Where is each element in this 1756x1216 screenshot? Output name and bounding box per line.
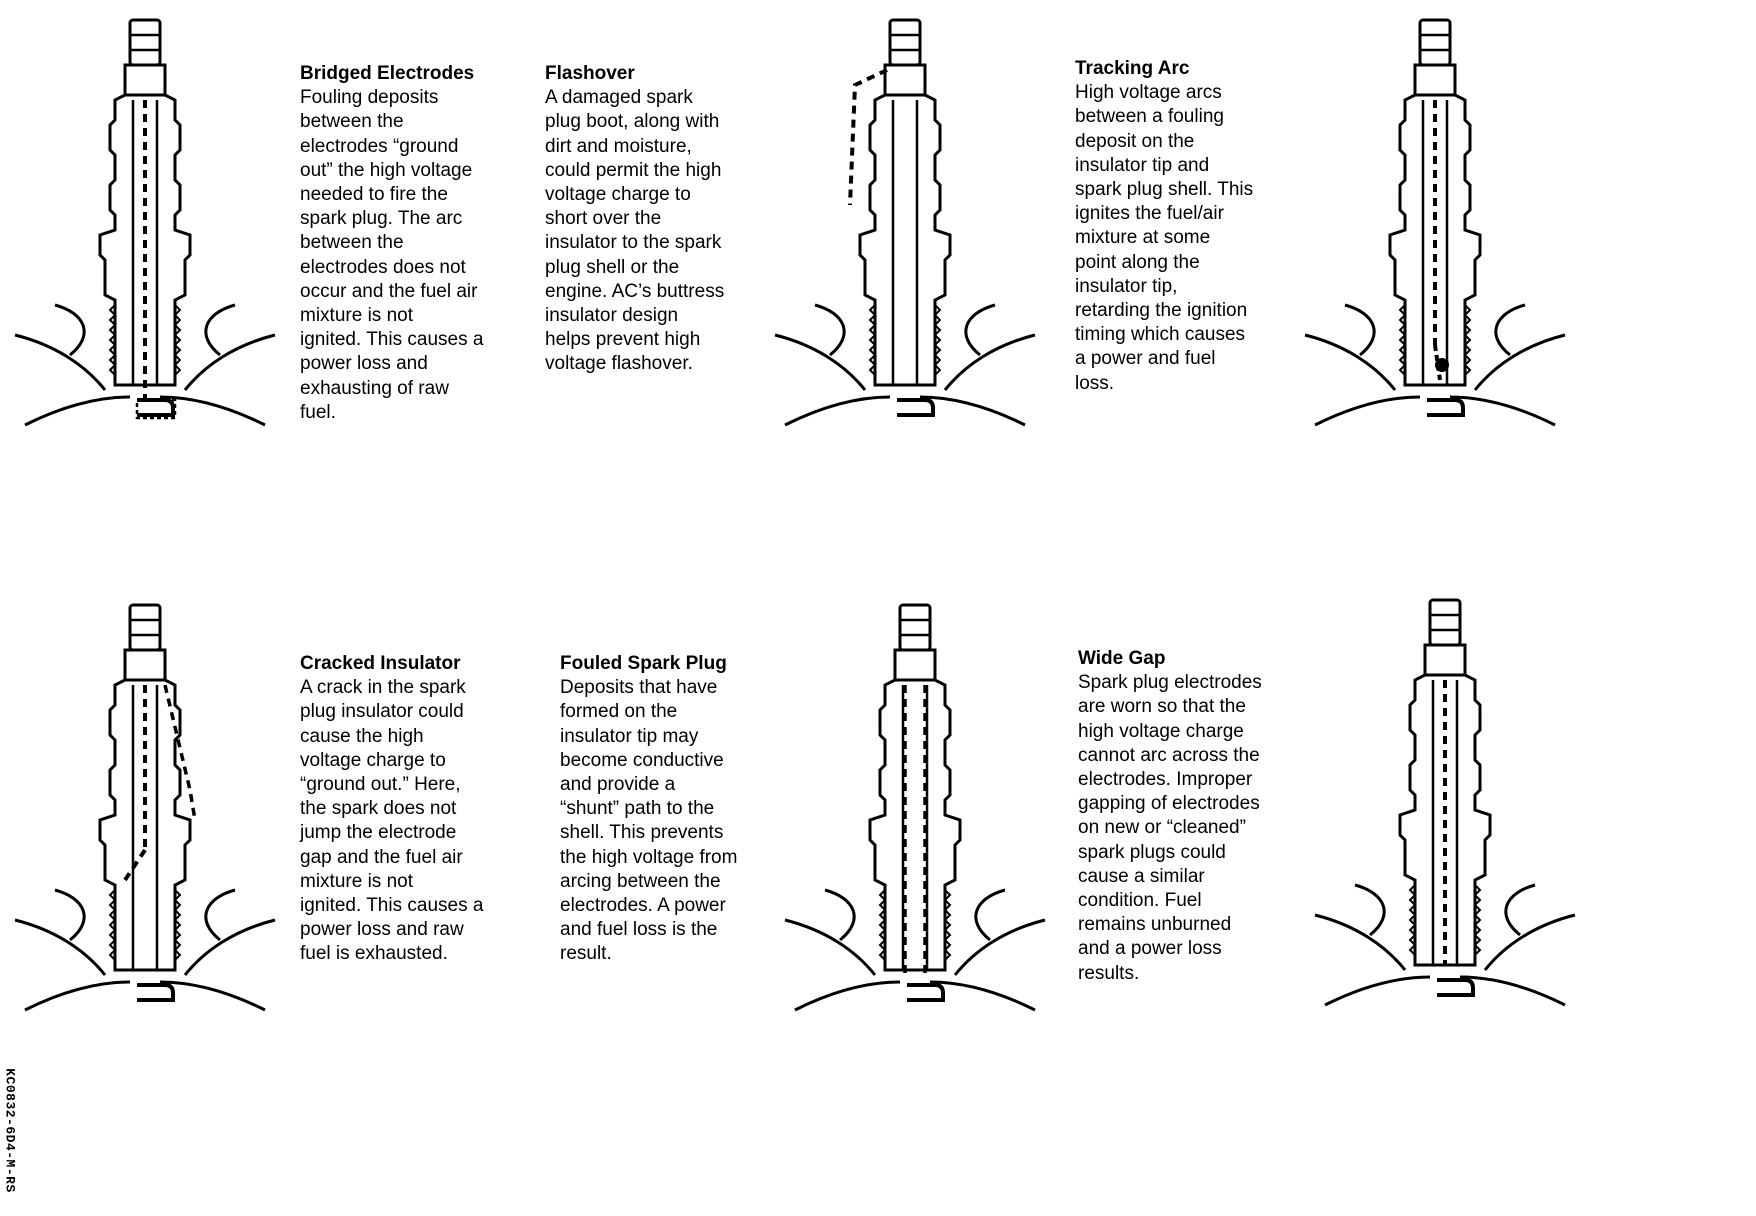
spark-plug-icon bbox=[770, 590, 1060, 1020]
illustration-widegap bbox=[1300, 585, 1590, 1015]
spark-plug-icon bbox=[0, 590, 290, 1020]
illustration-cracked bbox=[0, 590, 290, 1020]
panel-description: High voltage arcs between a fouling deposit on the insulator tip and spark plug shell. This ignites the fuel/air mixture at some point along the insulator tip, retarding the ignition timing which causes a power and fuel loss. bbox=[1075, 82, 1254, 394]
illustration-bridged bbox=[0, 5, 290, 435]
panel-title: Bridged Electrodes bbox=[300, 63, 475, 84]
panel-description: Spark plug electrodes are worn so that the high voltage charge cannot arc across the electrodes. Improper gapping of electrodes on new or “cleaned” spark plugs could cause a similar condition. Fuel remains unburned and a power loss results. bbox=[1078, 672, 1262, 984]
illustration-flashover bbox=[760, 5, 1050, 435]
panel-fouled-text bbox=[560, 652, 790, 967]
panel-title: Wide Gap bbox=[1078, 648, 1166, 669]
spark-plug-icon bbox=[0, 5, 290, 435]
panel-description: Fouling deposits between the electrodes “ground out” the high voltage needed to fire the spark plug. The arc between the electrodes does not occur and the fuel air mixture is not ignited. This causes a power loss and exhausting of raw fuel. bbox=[300, 87, 484, 423]
panel-flashover-text bbox=[545, 62, 775, 377]
panel-cracked-text bbox=[300, 652, 530, 967]
spark-plug-icon bbox=[760, 5, 1050, 435]
illustration-fouled bbox=[770, 590, 1060, 1020]
panel-description: A damaged spark plug boot, along with dirt and moisture, could permit the high voltage charge to short over the insulator to the spark plug shell or the engine. AC’s buttress insulator design helps prevent high voltage flashover. bbox=[545, 87, 725, 375]
spark-plug-icon bbox=[1300, 585, 1590, 1015]
illustration-tracking bbox=[1290, 5, 1580, 435]
panel-title: Tracking Arc bbox=[1075, 58, 1190, 79]
panel-title: Fouled Spark Plug bbox=[560, 653, 727, 674]
figure-id-label: KC0832-6D4-M-RS bbox=[2, 1068, 18, 1193]
panel-title: Flashover bbox=[545, 63, 635, 84]
spark-plug-icon bbox=[1290, 5, 1580, 435]
panel-tracking-text bbox=[1075, 57, 1295, 396]
panel-description: A crack in the spark plug insulator could cause the high voltage charge to “ground out.” Here, the spark does not jump the electrode gap and the fuel air mixture is not ignited. This causes a power loss and raw fuel is exhausted. bbox=[300, 677, 484, 965]
panel-title: Cracked Insulator bbox=[300, 653, 461, 674]
panel-widegap-text bbox=[1078, 647, 1298, 986]
panel-description: Deposits that have formed on the insulator tip may become conductive and provide a “shunt” path to the shell. This prevents the high voltage from arcing between the electrodes. A power and fuel loss is the result. bbox=[560, 677, 738, 965]
panel-bridged-text bbox=[300, 62, 530, 425]
